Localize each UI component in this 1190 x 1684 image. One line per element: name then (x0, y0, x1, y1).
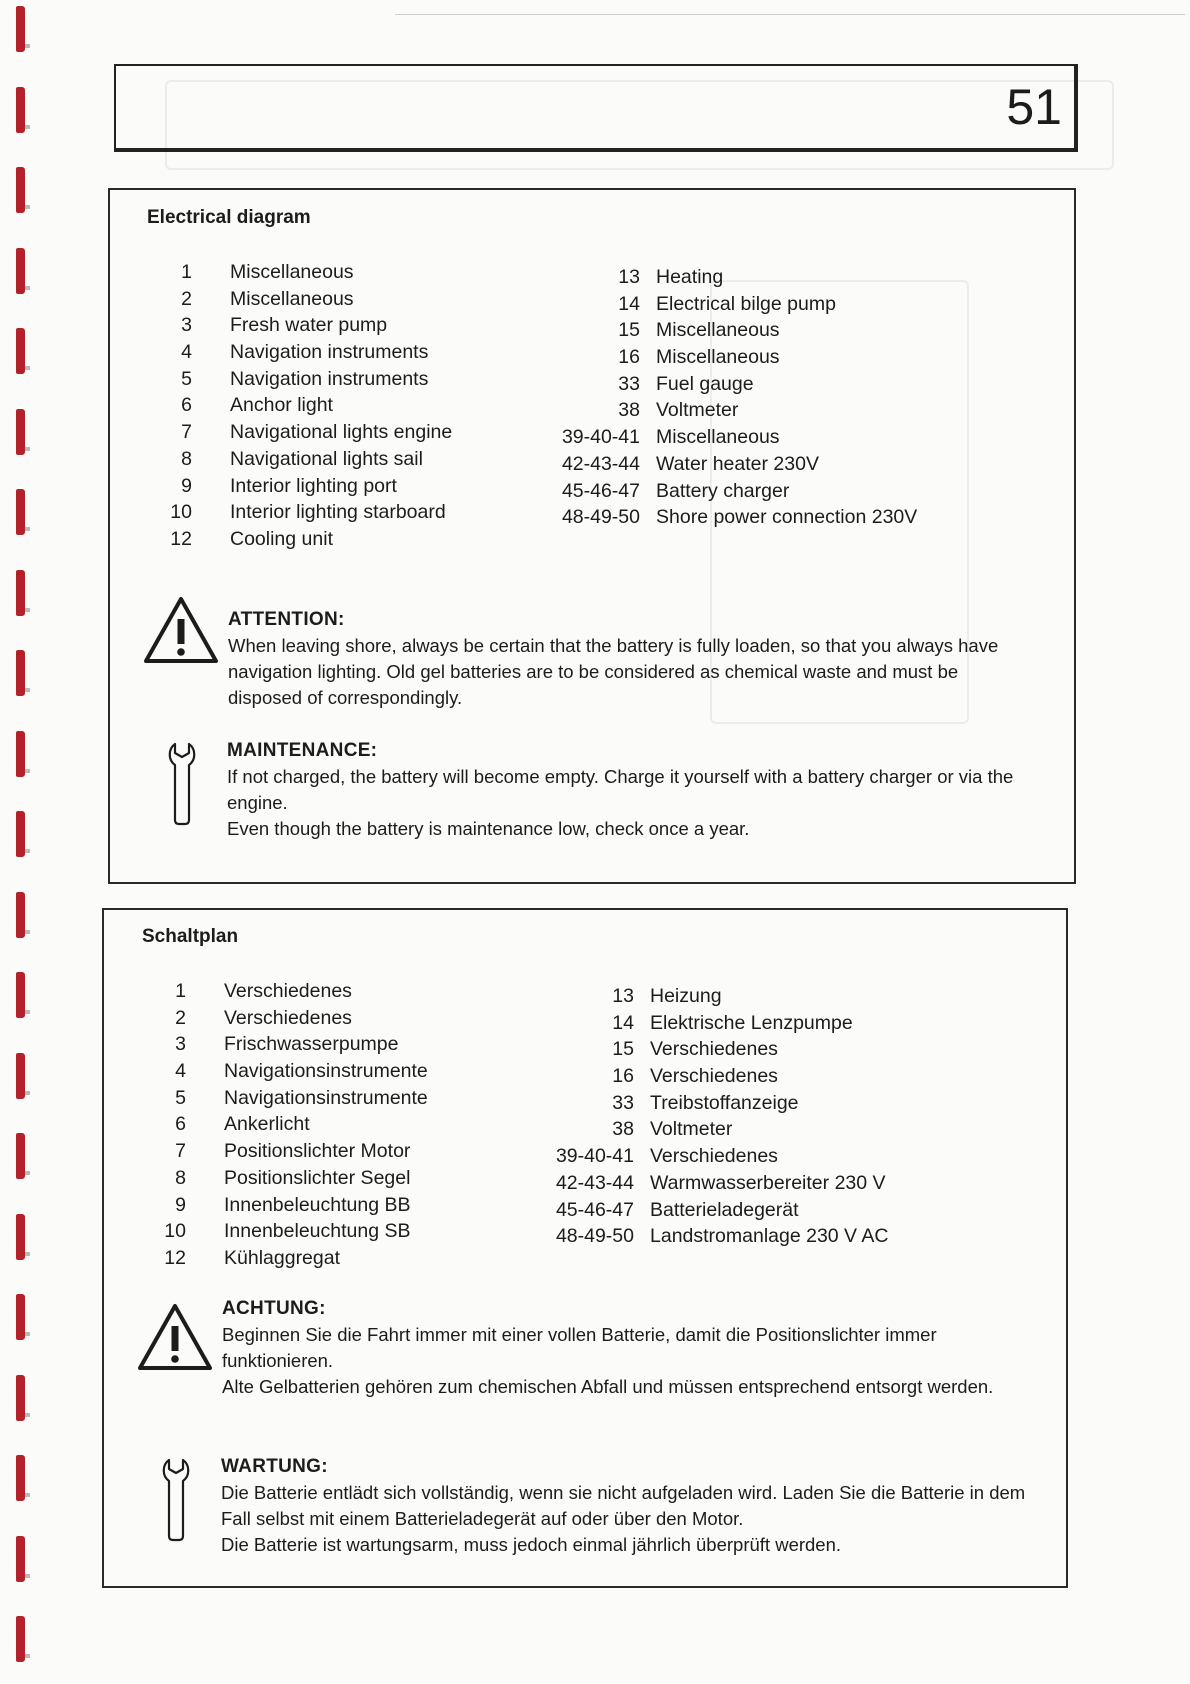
item-number: 2 (181, 287, 192, 310)
list-item (542, 1036, 778, 1063)
item-label: Water heater 230V (656, 452, 819, 475)
ring-binding (8, 0, 32, 1684)
german-left-list (154, 978, 428, 1272)
binding-ring-mark (16, 1294, 25, 1340)
item-number: 16 (612, 1065, 634, 1088)
item-label: Miscellaneous (656, 319, 780, 342)
item-label: Voltmeter (650, 1118, 733, 1141)
list-item (548, 397, 739, 424)
item-label: Shore power connection 230V (656, 506, 918, 529)
item-label: Navigational lights sail (230, 447, 423, 470)
item-label: Heizung (650, 985, 722, 1007)
item-number: 3 (175, 1033, 186, 1056)
item-label: Batterieladegerät (650, 1198, 799, 1221)
item-number: 48-49-50 (561, 506, 640, 529)
list-item (542, 1197, 799, 1224)
item-number: 7 (181, 421, 192, 444)
item-label: Landstromanlage 230 V AC (650, 1225, 889, 1248)
item-label: Miscellaneous (230, 287, 354, 310)
binding-ring-mark (16, 972, 25, 1018)
list-item (154, 1192, 411, 1219)
item-number: 45-46-47 (555, 1198, 634, 1221)
list-item (154, 1111, 310, 1138)
item-label: Navigation instruments (230, 341, 429, 364)
item-number: 38 (612, 1118, 634, 1141)
item-number: 10 (164, 1220, 186, 1243)
item-label: Ankerlicht (224, 1113, 310, 1136)
item-number: 7 (175, 1140, 186, 1163)
item-label: Cooling unit (230, 527, 333, 550)
binding-ring-mark (16, 731, 25, 777)
list-item (548, 291, 836, 318)
wrench-icon (160, 1456, 194, 1542)
binding-ring-mark (16, 1375, 25, 1421)
binding-ring-mark (16, 409, 25, 455)
item-number: 3 (181, 314, 192, 337)
maintenance-text: Die Batterie ist wartungsarm, muss jedoch einmal jährlich überprüft werden. (221, 1534, 842, 1555)
list-item (160, 366, 429, 393)
item-label: Positionslichter Segel (224, 1166, 411, 1189)
maintenance-text: If not charged, the battery will become empty. Charge it yourself with a battery charger or via the engine. (227, 766, 1014, 813)
binding-ring-mark (16, 6, 25, 52)
binding-ring-mark (16, 328, 25, 374)
list-item (548, 478, 790, 505)
item-number: 42-43-44 (555, 1171, 634, 1194)
item-label: Heating (656, 266, 724, 288)
item-number: 1 (181, 261, 192, 283)
item-label: Miscellaneous (230, 261, 354, 283)
item-number: 2 (175, 1006, 186, 1029)
list-item (154, 1058, 428, 1085)
top-rule (395, 14, 1185, 15)
item-label: Electrical bilge pump (656, 292, 836, 315)
binding-ring-mark (16, 1455, 25, 1501)
item-number: 33 (618, 372, 640, 395)
item-label: Elektrische Lenzpumpe (650, 1011, 853, 1034)
item-label: Kühlaggregat (224, 1246, 341, 1269)
item-label: Interior lighting port (230, 474, 397, 497)
item-number: 5 (181, 367, 192, 390)
item-number: 4 (181, 341, 192, 364)
binding-ring-mark (16, 87, 25, 133)
attention-text: When leaving shore, always be certain that the battery is fully loaden, so that you always have navigation lighting. Old gel batteries are to be considered as chemical waste and must be disposed of correspondingly. (228, 635, 999, 708)
list-item (542, 1223, 889, 1250)
maintenance-heading: MAINTENANCE: (227, 740, 378, 761)
binding-ring-mark (16, 489, 25, 535)
list-item (542, 1116, 733, 1143)
binding-ring-mark (16, 1616, 25, 1662)
item-label: Miscellaneous (656, 346, 780, 369)
item-number: 39-40-41 (555, 1145, 634, 1168)
list-item (548, 371, 754, 398)
binding-ring-mark (16, 248, 25, 294)
list-item (548, 451, 819, 478)
list-item (154, 1005, 352, 1032)
item-label: Fuel gauge (656, 372, 754, 395)
binding-ring-mark (16, 570, 25, 616)
item-label: Verschiedenes (650, 1145, 778, 1168)
item-number: 10 (170, 501, 192, 524)
item-label: Voltmeter (656, 399, 739, 422)
list-item (160, 312, 388, 339)
list-item (548, 504, 918, 531)
attention-text: Beginnen Sie die Fahrt immer mit einer vollen Batterie, damit die Positionslichter immer funktionieren. (222, 1324, 937, 1371)
list-item (154, 1138, 411, 1165)
item-number: 14 (612, 1011, 634, 1034)
list-item (548, 424, 780, 451)
binding-ring-mark (16, 167, 25, 213)
item-number: 12 (170, 527, 192, 550)
english-attention (228, 607, 1028, 711)
item-number: 48-49-50 (555, 1225, 634, 1248)
maintenance-text: Even though the battery is maintenance low, check once a year. (227, 818, 750, 839)
item-number: 15 (618, 319, 640, 342)
item-label: Navigationsinstrumente (224, 1086, 428, 1109)
item-number: 8 (175, 1166, 186, 1189)
item-number: 8 (181, 447, 192, 470)
list-item (542, 1090, 799, 1117)
binding-ring-mark (16, 1536, 25, 1582)
english-maintenance (227, 738, 1027, 842)
maintenance-text: Die Batterie entlädt sich vollständig, wenn sie nicht aufgeladen wird. Laden Sie die Batterie in dem Fall selbst mit einem Batterieladegerät auf oder über den Motor. (221, 1482, 1026, 1529)
list-item (160, 286, 354, 313)
binding-ring-mark (16, 1214, 25, 1260)
item-number: 42-43-44 (561, 452, 640, 475)
binding-ring-mark (16, 1133, 25, 1179)
item-label: Verschiedenes (650, 1038, 778, 1061)
item-number: 5 (175, 1086, 186, 1109)
english-left-list (160, 259, 453, 553)
header-box (114, 64, 1078, 152)
attention-text: Alte Gelbatterien gehören zum chemischen Abfall und müssen entsprechend entsorgt werden. (222, 1376, 994, 1397)
item-label: Verschiedenes (650, 1065, 778, 1088)
item-label: Frischwasserpumpe (224, 1033, 399, 1056)
item-label: Innenbeleuchtung SB (224, 1220, 411, 1243)
item-label: Verschiedenes (224, 980, 352, 1002)
item-label: Verschiedenes (224, 1006, 352, 1029)
german-maintenance (221, 1454, 1031, 1558)
item-number: 13 (618, 266, 640, 288)
german-attention (222, 1296, 1022, 1400)
item-number: 12 (164, 1246, 186, 1269)
item-number: 9 (181, 474, 192, 497)
item-number: 1 (175, 980, 186, 1002)
binding-ring-mark (16, 650, 25, 696)
item-label: Navigational lights engine (230, 421, 453, 444)
item-label: Warmwasserbereiter 230 V (650, 1171, 886, 1194)
list-item (160, 259, 354, 286)
warning-triangle-icon (136, 1302, 214, 1372)
item-label: Navigation instruments (230, 367, 429, 390)
wrench-icon (166, 740, 200, 826)
item-label: Miscellaneous (656, 426, 780, 449)
list-item (160, 339, 429, 366)
list-item (154, 978, 352, 1005)
english-title: Electrical diagram (147, 207, 311, 228)
item-number: 6 (175, 1113, 186, 1136)
list-item (548, 317, 780, 344)
list-item (160, 473, 397, 500)
german-right-list (542, 983, 889, 1250)
attention-heading: ATTENTION: (228, 609, 345, 630)
german-title: Schaltplan (142, 926, 239, 947)
binding-ring-mark (16, 811, 25, 857)
list-item (154, 1165, 411, 1192)
page-number: 51 (1006, 79, 1062, 135)
list-item (160, 526, 333, 553)
item-label: Interior lighting starboard (230, 501, 446, 524)
item-number: 9 (175, 1193, 186, 1216)
list-item (160, 419, 453, 446)
list-item (548, 264, 724, 291)
item-number: 16 (618, 346, 640, 369)
warning-triangle-icon (142, 595, 220, 665)
item-number: 6 (181, 394, 192, 417)
list-item (548, 344, 780, 371)
list-item (160, 446, 423, 473)
list-item (154, 1245, 341, 1272)
binding-ring-mark (16, 1053, 25, 1099)
list-item (154, 1085, 428, 1112)
item-number: 14 (618, 292, 640, 315)
item-label: Positionslichter Motor (224, 1140, 411, 1163)
item-label: Fresh water pump (230, 314, 388, 337)
item-number: 4 (175, 1060, 186, 1083)
item-label: Innenbeleuchtung BB (224, 1193, 411, 1216)
item-label: Anchor light (230, 394, 333, 417)
list-item (154, 1218, 411, 1245)
list-item (160, 392, 333, 419)
item-number: 39-40-41 (561, 426, 640, 449)
item-number: 38 (618, 399, 640, 422)
binding-ring-mark (16, 892, 25, 938)
list-item (542, 1010, 853, 1037)
attention-heading: ACHTUNG: (222, 1298, 326, 1319)
item-number: 15 (612, 1038, 634, 1061)
list-item (154, 1031, 399, 1058)
item-number: 33 (612, 1091, 634, 1114)
item-number: 45-46-47 (561, 479, 640, 502)
list-item (542, 983, 722, 1010)
english-right-list (548, 264, 918, 531)
item-label: Navigationsinstrumente (224, 1060, 428, 1083)
list-item (542, 1143, 778, 1170)
item-number: 13 (612, 985, 634, 1007)
item-label: Treibstoffanzeige (650, 1091, 799, 1114)
list-item (160, 499, 446, 526)
list-item (542, 1063, 778, 1090)
item-label: Battery charger (656, 479, 790, 502)
list-item (542, 1170, 886, 1197)
maintenance-heading: WARTUNG: (221, 1456, 328, 1477)
